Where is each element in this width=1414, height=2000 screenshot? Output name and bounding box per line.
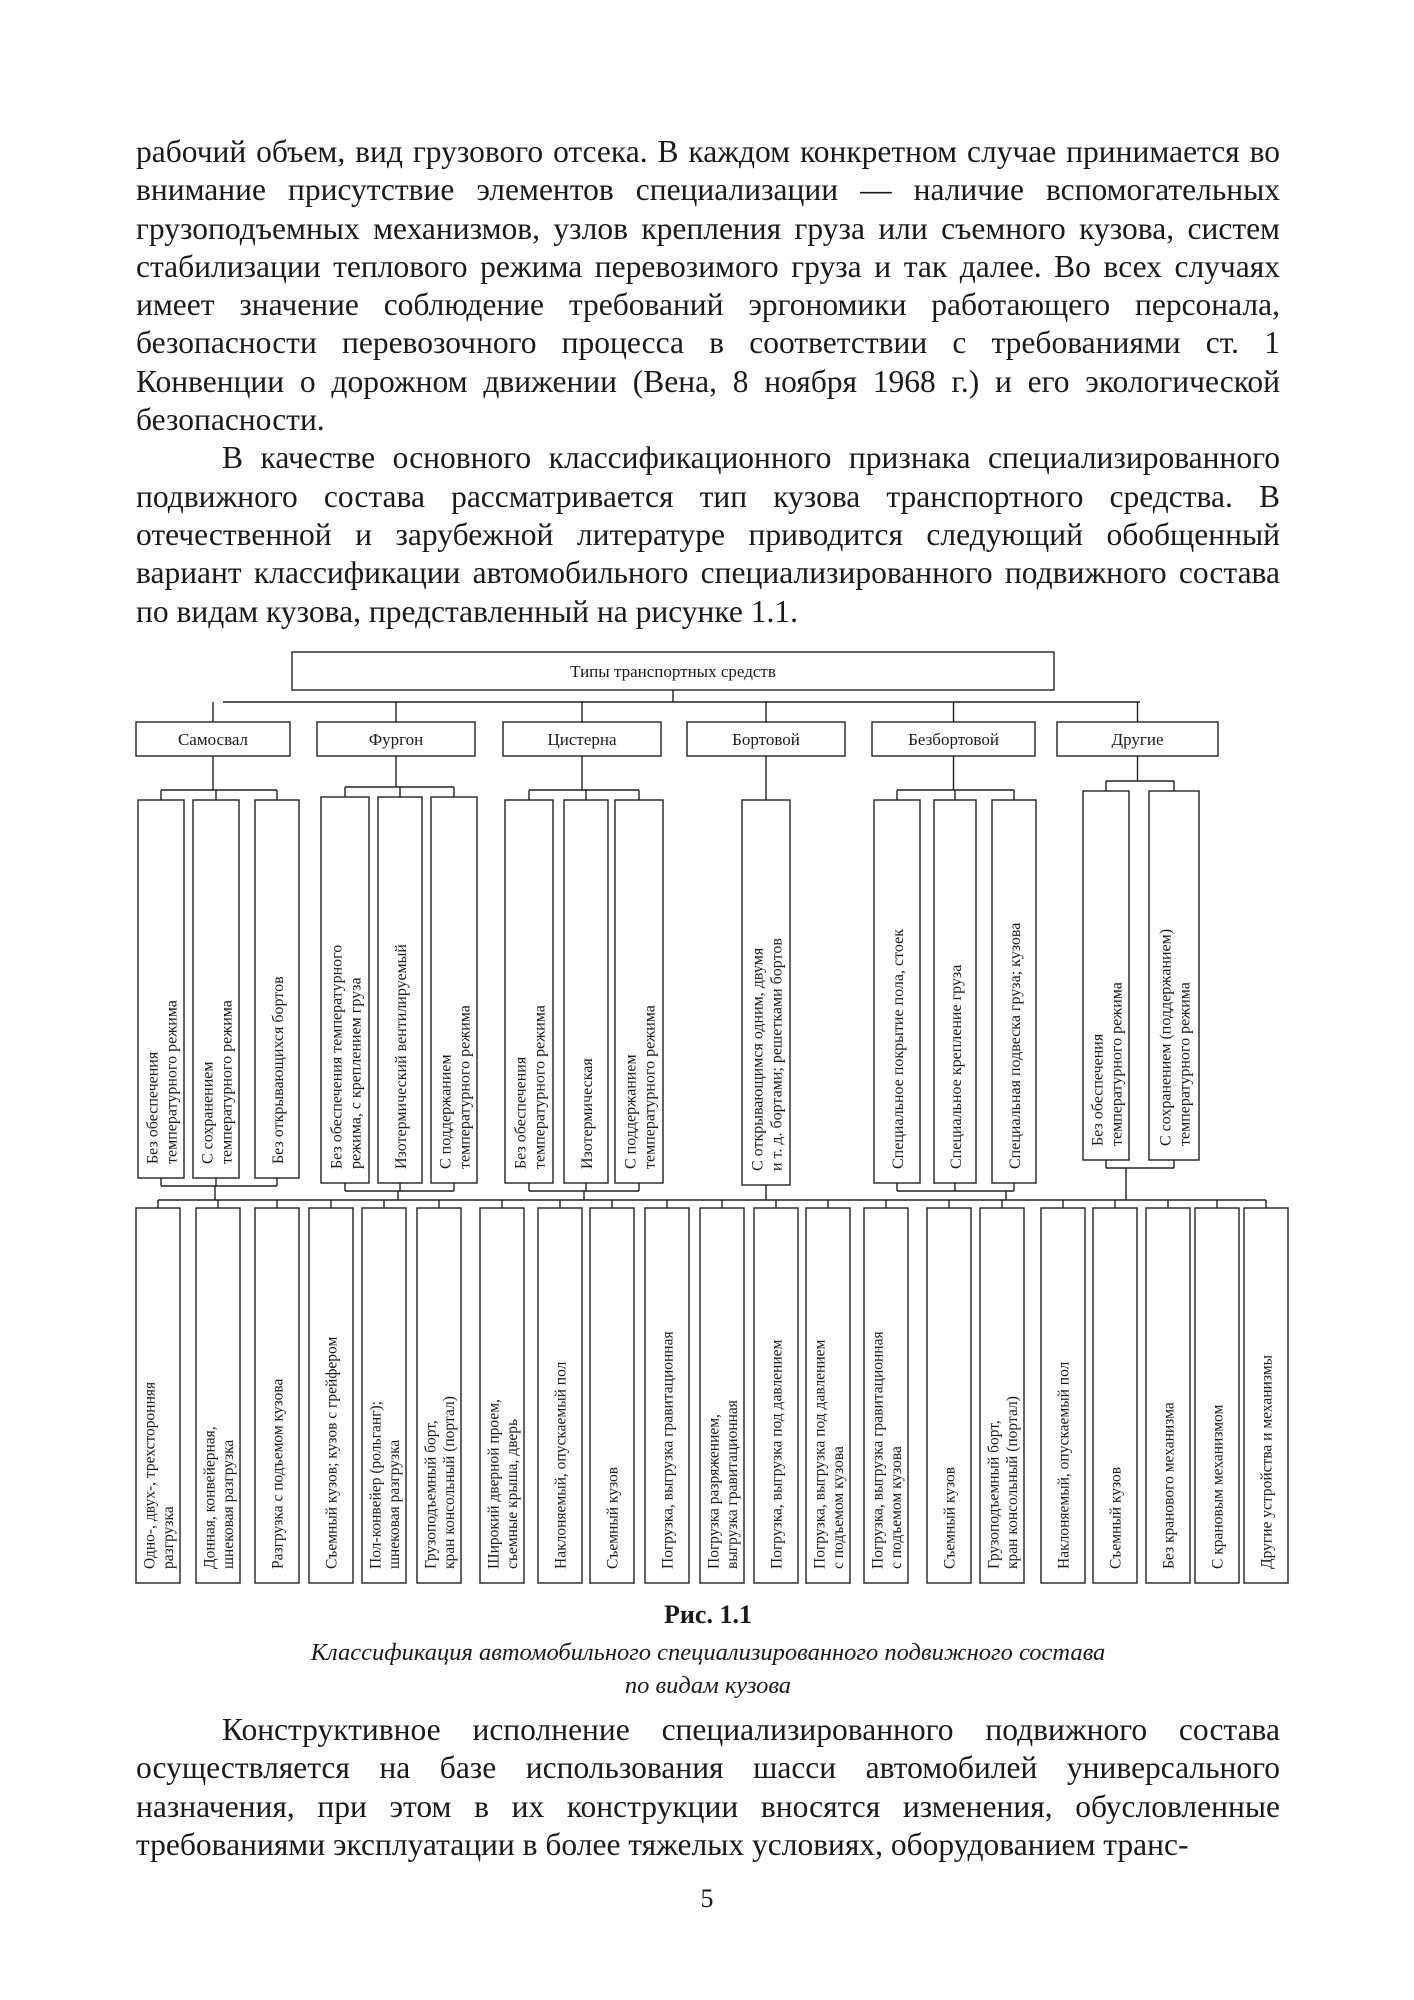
root-label: Типы транспортных средств [570,661,776,681]
feature-label: выгрузка гравитационная [723,1400,741,1569]
subtype-label: С поддержанием [437,1054,455,1169]
figure-caption-line: по видам кузова [624,1672,792,1699]
type-label: Бортовой [732,729,800,749]
subtype-label: Специальное крепление груза [947,964,965,1169]
subtype-label: С сохранением [199,1061,217,1164]
paragraph: рабочий объем, вид грузового отсека. В каждом конкретном случае принимается во внимание присутствие элементов специализации — наличие вспомогательных грузоподъемных механизмов, узлов крепления груза или съемного кузова, систем стабилизации теплового режима перевозимого груза и так далее. Во всех случаях имеет значение соблюдение требований эргономики работающего персонала, безопасности перевозочного процесса в соответствии с требованиями ст. 1 Конвенции о дорожном движении (Вена, 8 ноября 1968 г.) и его экологической безопасности. [136,134,1280,438]
type-label: Самосвал [177,729,249,749]
subtype-label: С открывающимся одним, двумя [749,947,767,1171]
feature-label: кран консольный (портал) [1003,1396,1021,1569]
figure-caption-line: Классификация автомобильного специализированного подвижного состава [310,1639,1106,1666]
feature-label: Другие устройства и механизмы [1258,1355,1276,1569]
feature-label: съемные крыша, дверь [503,1418,521,1569]
subtype-label: С поддержанием [622,1054,640,1169]
subtype-label: Специальное покрытие пола, стоек [889,929,907,1169]
feature-label: Без кранового механизма [1160,1402,1178,1569]
subtype-label: Без обеспечения [1089,1033,1107,1146]
subtype-label: Изотермический вентилируемый [392,944,410,1169]
feature-label: шнековая разгрузка [219,1439,237,1569]
feature-label: Грузоподъемный борт, [985,1420,1003,1569]
feature-label: Съемный кузов [941,1466,959,1569]
feature-label: с подъемом кузова [887,1446,905,1569]
subtype-label: Изотермическая [578,1058,596,1169]
subtype-label: Без обеспечения температурного [328,944,346,1169]
feature-label: Пол-конвейер (рольганг); [367,1401,385,1569]
type-label: Безбортовой [908,729,999,749]
subtype-label: температурного режима [1108,982,1126,1146]
feature-label: с подъемом кузова [829,1446,847,1569]
subtype-label: температурного режима [163,1000,181,1164]
type-label: Фургон [368,729,424,749]
feature-label: Разгрузка с подъемом кузова [269,1378,287,1569]
feature-label: Съемный кузов [604,1466,622,1569]
feature-label: Съемный кузов; кузов с грейфером [323,1336,341,1569]
subtype-label: Специальная подвеска груза; кузова [1006,922,1024,1169]
subtype-label: температурного режима [531,1005,549,1169]
subtype-label: Без обеспечения [512,1056,530,1169]
figure-number: Рис. 1.1 [664,1600,752,1629]
subtype-label: Без обеспечения [144,1051,162,1164]
feature-label: Съемный кузов [1107,1466,1125,1569]
feature-label: Наклоняемый, опускаемый пол [552,1361,570,1569]
type-label: Другие [1111,729,1164,749]
feature-label: Погрузка, выгрузка гравитационная [659,1331,677,1569]
feature-label: Погрузка, выгрузка под давлением [768,1339,786,1569]
paragraph: Конструктивное исполнение специализированного подвижного состава осуществляется на базе использования шасси автомобилей универсального назначения, при этом в их конструкции вносятся изменения, обусловленные требованиями эксплуатации в более тяжелых условиях, оборудованием транс- [136,1712,1280,1862]
figure-caption [136,1636,1280,1702]
subtype-label: температурного режима [1176,982,1194,1146]
paragraph: В качестве основного классификационного признака специализированного подвижного состава рассматривается тип кузова транспортного средства. В отечественной и зарубежной литературе приводится следующий обобщенный вариант классификации автомобильного специализированного подвижного состава по видам кузова, представленный на рисунке 1.1. [136,440,1280,629]
feature-label: шнековая разгрузка [385,1439,403,1569]
subtype-label: С сохранением (поддержанием) [1157,928,1175,1146]
subtype-label: температурного режима [641,1005,659,1169]
feature-label: Одно-, двух-, трехсторонняя [141,1381,159,1569]
feature-label: Наклоняемый, опускаемый пол [1055,1361,1073,1569]
feature-label: разгрузка [159,1506,177,1569]
feature-label: Широкий дверной проем, [485,1399,503,1569]
subtype-label: температурного режима [218,1000,236,1164]
subtype-label: режима, с креплением груза [347,977,365,1169]
page-number: 5 [700,1884,714,1913]
feature-label: Погрузка, выгрузка под давлением [811,1339,829,1569]
feature-label: Донная, конвейерная, [201,1426,219,1569]
feature-label: С крановым механизмом [1209,1404,1227,1569]
type-label: Цистерна [547,729,617,749]
subtype-label: и т. д. бортами; решетками бортов [768,938,786,1171]
feature-label: Погрузка разряжением, [705,1414,723,1569]
body-text [136,1711,1280,1864]
feature-label: Грузоподъемный борт, [422,1420,440,1569]
feature-label: кран консольный (портал) [440,1396,458,1569]
subtype-label: Без открывающихся бортов [269,976,287,1164]
feature-label: Погрузка, выгрузка гравитационная [869,1331,887,1569]
subtype-label: температурного режима [456,1005,474,1169]
